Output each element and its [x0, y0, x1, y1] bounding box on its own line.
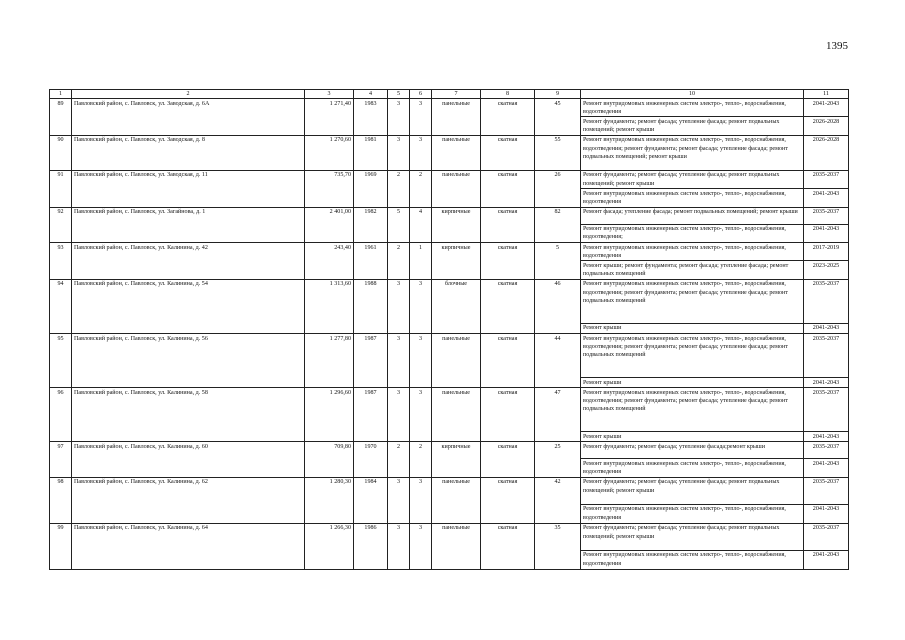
- cell-area: 2 401,00: [305, 207, 354, 242]
- cell-floors-max: 2: [388, 243, 410, 280]
- cell-area: 1 266,30: [305, 523, 354, 569]
- cell-works: Ремонт крыши: [581, 378, 804, 388]
- table-row: [50, 279, 849, 323]
- table-row: [50, 243, 849, 261]
- cell-flats: 55: [535, 135, 581, 170]
- column-number: 10: [581, 90, 804, 99]
- cell-works: Ремонт внутридомовых инженерных систем электро-, тепло-, водоснабжения, водоотведения: [581, 550, 804, 569]
- cell-area: 1 271,40: [305, 99, 354, 136]
- table-row: [50, 334, 849, 378]
- cell-num: 99: [50, 523, 72, 569]
- cell-flats: 5: [535, 243, 581, 280]
- cell-num: 93: [50, 243, 72, 280]
- cell-works: Ремонт фундамента; ремонт фасада; утепление фасада;ремонт крыши: [581, 442, 804, 459]
- cell-flats: 45: [535, 99, 581, 136]
- cell-address: Павловский район, с. Павловск, ул. Заводская, д. 8: [72, 135, 305, 170]
- cell-roof: скатная: [481, 207, 535, 242]
- cell-works: Ремонт внутридомовых инженерных систем электро-, тепло-, водоснабжения, водоотведения: [581, 504, 804, 523]
- cell-flats: 42: [535, 477, 581, 523]
- cell-area: 709,80: [305, 442, 354, 477]
- cell-address: Павловский район, с. Павловск, ул. Загайнова, д. 1: [72, 207, 305, 242]
- cell-works: Ремонт внутридомовых инженерных систем электро-, тепло-, водоснабжения, водоотведения: [581, 189, 804, 207]
- cell-area: 1 277,80: [305, 334, 354, 388]
- table-row: [50, 99, 849, 117]
- cell-floors-max: 2: [388, 170, 410, 207]
- cell-works: Ремонт фундамента; ремонт фасада; утепление фасада; ремонт подвальных помещений; ремонт крыши: [581, 477, 804, 504]
- cell-flats: 26: [535, 170, 581, 207]
- housing-registry-table: [49, 89, 849, 570]
- cell-period: 2041-2043: [804, 504, 849, 523]
- table-row: [50, 523, 849, 550]
- cell-roof: скатная: [481, 99, 535, 136]
- cell-num: 97: [50, 442, 72, 477]
- column-number: 5: [388, 90, 410, 99]
- cell-roof: скатная: [481, 243, 535, 280]
- cell-floors-min: 3: [410, 135, 432, 170]
- cell-floors-max: 3: [388, 523, 410, 569]
- cell-year: 1983: [354, 99, 388, 136]
- cell-year: 1982: [354, 207, 388, 242]
- cell-period: 2041-2043: [804, 459, 849, 477]
- cell-year: 1984: [354, 477, 388, 523]
- cell-num: 95: [50, 334, 72, 388]
- cell-floors-min: 3: [410, 388, 432, 442]
- cell-roof: скатная: [481, 442, 535, 477]
- cell-period: 2035-2037: [804, 388, 849, 432]
- cell-period: 2035-2037: [804, 334, 849, 378]
- cell-year: 1987: [354, 334, 388, 388]
- cell-works: Ремонт внутридомовых инженерных систем электро-, тепло-, водоснабжения, водоотведения; ремонт фундамента; ремонт фасада; утепление фасада; ремонт подвальных помещений: [581, 388, 804, 432]
- cell-floors-max: 5: [388, 207, 410, 242]
- cell-works: Ремонт фундамента; ремонт фасада; утепление фасада; ремонт подвальных помещений; ремонт крыши: [581, 117, 804, 135]
- cell-year: 1988: [354, 279, 388, 333]
- cell-works: Ремонт крыши: [581, 432, 804, 442]
- cell-period: 2041-2043: [804, 432, 849, 442]
- table-row: [50, 135, 849, 170]
- cell-works: Ремонт внутридомовых инженерных систем электро-, тепло-, водоснабжения, водоотведения: [581, 459, 804, 477]
- table-row: [50, 170, 849, 188]
- cell-wall: панельные: [432, 135, 481, 170]
- table-row: [50, 442, 849, 459]
- cell-floors-min: 3: [410, 279, 432, 333]
- cell-address: Павловский район, с. Павловск, ул. Калинина, д. 56: [72, 334, 305, 388]
- column-number: 3: [305, 90, 354, 99]
- cell-area: 243,40: [305, 243, 354, 280]
- cell-roof: скатная: [481, 170, 535, 207]
- table-row: [50, 477, 849, 504]
- cell-floors-min: 3: [410, 477, 432, 523]
- cell-works: Ремонт внутридомовых инженерных систем электро-, тепло-, водоснабжения, водоотведения; ремонт фундамента; ремонт фасада; утепление фасада; ремонт подвальных помещений; ремонт крыши: [581, 135, 804, 170]
- cell-wall: панельные: [432, 99, 481, 136]
- cell-floors-min: 1: [410, 243, 432, 280]
- cell-period: 2017-2019: [804, 243, 849, 261]
- column-number: 9: [535, 90, 581, 99]
- cell-period: 2041-2043: [804, 189, 849, 207]
- cell-period: 2035-2037: [804, 442, 849, 459]
- cell-num: 92: [50, 207, 72, 242]
- cell-floors-min: 3: [410, 99, 432, 136]
- cell-floors-min: 2: [410, 442, 432, 477]
- cell-roof: скатная: [481, 388, 535, 442]
- cell-num: 98: [50, 477, 72, 523]
- cell-wall: панельные: [432, 388, 481, 442]
- cell-roof: скатная: [481, 279, 535, 333]
- cell-works: Ремонт фундамента; ремонт фасада; утепление фасада; ремонт подвальных помещений; ремонт крыши: [581, 170, 804, 188]
- column-number: 1: [50, 90, 72, 99]
- cell-address: Павловский район, с. Павловск, ул. Калинина, д. 62: [72, 477, 305, 523]
- cell-year: 1981: [354, 135, 388, 170]
- cell-num: 90: [50, 135, 72, 170]
- cell-address: Павловский район, с. Павловск, ул. Калинина, д. 60: [72, 442, 305, 477]
- cell-roof: скатная: [481, 135, 535, 170]
- cell-period: 2035-2037: [804, 207, 849, 224]
- cell-wall: панельные: [432, 477, 481, 523]
- cell-period: 2026-2028: [804, 117, 849, 135]
- cell-wall: кирпичные: [432, 442, 481, 477]
- cell-floors-max: 3: [388, 279, 410, 333]
- column-number: 2: [72, 90, 305, 99]
- cell-period: 2026-2028: [804, 135, 849, 170]
- cell-address: Павловский район, с. Павловск, ул. Заводская, д. 6А: [72, 99, 305, 136]
- cell-roof: скатная: [481, 334, 535, 388]
- column-number: 8: [481, 90, 535, 99]
- cell-works: Ремонт внутридомовых инженерных систем электро-, тепло-, водоснабжения, водоотведения;: [581, 224, 804, 242]
- cell-wall: кирпичные: [432, 243, 481, 280]
- cell-works: Ремонт внутридомовых инженерных систем электро-, тепло-, водоснабжения, водоотведения: [581, 99, 804, 117]
- column-number: 4: [354, 90, 388, 99]
- cell-flats: 47: [535, 388, 581, 442]
- column-number: 11: [804, 90, 849, 99]
- cell-floors-max: 3: [388, 477, 410, 523]
- cell-address: Павловский район, с. Павловск, ул. Калинина, д. 64: [72, 523, 305, 569]
- cell-floors-max: 3: [388, 334, 410, 388]
- column-number: 6: [410, 90, 432, 99]
- cell-year: 1987: [354, 388, 388, 442]
- cell-num: 89: [50, 99, 72, 136]
- cell-works: Ремонт крыши: [581, 323, 804, 333]
- cell-address: Павловский район, с. Павловск, ул. Заводская, д. 11: [72, 170, 305, 207]
- cell-address: Павловский район, с. Павловск, ул. Калинина, д. 58: [72, 388, 305, 442]
- cell-area: 1 270,60: [305, 135, 354, 170]
- cell-floors-max: 3: [388, 388, 410, 442]
- page-number: 1395: [826, 40, 848, 52]
- cell-period: 2041-2043: [804, 224, 849, 242]
- cell-wall: кирпичные: [432, 207, 481, 242]
- cell-wall: блочные: [432, 279, 481, 333]
- cell-floors-min: 3: [410, 523, 432, 569]
- cell-floors-max: 3: [388, 99, 410, 136]
- cell-area: 1 296,60: [305, 388, 354, 442]
- table-row: [50, 207, 849, 224]
- cell-year: 1969: [354, 170, 388, 207]
- cell-year: 1970: [354, 442, 388, 477]
- cell-period: 2041-2043: [804, 550, 849, 569]
- cell-period: 2041-2043: [804, 378, 849, 388]
- column-number: 7: [432, 90, 481, 99]
- cell-works: Ремонт фундамента; ремонт фасада; утепление фасада; ремонт подвальных помещений; ремонт крыши: [581, 523, 804, 550]
- cell-flats: 82: [535, 207, 581, 242]
- cell-flats: 25: [535, 442, 581, 477]
- cell-wall: панельные: [432, 523, 481, 569]
- cell-period: 2041-2043: [804, 323, 849, 333]
- cell-floors-min: 2: [410, 170, 432, 207]
- cell-flats: 46: [535, 279, 581, 333]
- cell-flats: 35: [535, 523, 581, 569]
- cell-year: 1961: [354, 243, 388, 280]
- cell-address: Павловский район, с. Павловск, ул. Калинина, д. 54: [72, 279, 305, 333]
- cell-area: 1 313,60: [305, 279, 354, 333]
- cell-period: 2035-2037: [804, 279, 849, 323]
- cell-wall: панельные: [432, 334, 481, 388]
- cell-flats: 44: [535, 334, 581, 388]
- column-number-row: [50, 90, 849, 99]
- cell-floors-max: 2: [388, 442, 410, 477]
- cell-works: Ремонт крыши; ремонт фундамента; ремонт фасада; утепление фасада; ремонт подвальных помещений: [581, 261, 804, 279]
- cell-period: 2035-2037: [804, 170, 849, 188]
- cell-floors-max: 3: [388, 135, 410, 170]
- cell-num: 91: [50, 170, 72, 207]
- cell-floors-min: 4: [410, 207, 432, 242]
- cell-floors-min: 3: [410, 334, 432, 388]
- cell-period: 2035-2037: [804, 523, 849, 550]
- cell-wall: панельные: [432, 170, 481, 207]
- cell-works: Ремонт внутридомовых инженерных систем электро-, тепло-, водоснабжения, водоотведения; ремонт фундамента; ремонт фасада; утепление фасада; ремонт подвальных помещений: [581, 334, 804, 378]
- table-row: [50, 388, 849, 432]
- cell-year: 1986: [354, 523, 388, 569]
- cell-works: Ремонт фасада; утепление фасада; ремонт подвальных помещений; ремонт крыши: [581, 207, 804, 224]
- cell-num: 96: [50, 388, 72, 442]
- cell-area: 1 280,30: [305, 477, 354, 523]
- cell-period: 2035-2037: [804, 477, 849, 504]
- cell-roof: скатная: [481, 523, 535, 569]
- cell-num: 94: [50, 279, 72, 333]
- cell-period: 2041-2043: [804, 99, 849, 117]
- cell-works: Ремонт внутридомовых инженерных систем электро-, тепло-, водоснабжения, водоотведения; ремонт фундамента; ремонт фасада; утепление фасада; ремонт подвальных помещений: [581, 279, 804, 323]
- cell-area: 735,70: [305, 170, 354, 207]
- cell-period: 2023-2025: [804, 261, 849, 279]
- cell-address: Павловский район, с. Павловск, ул. Калинина, д. 42: [72, 243, 305, 280]
- cell-works: Ремонт внутридомовых инженерных систем электро-, тепло-, водоснабжения, водоотведения: [581, 243, 804, 261]
- cell-roof: скатная: [481, 477, 535, 523]
